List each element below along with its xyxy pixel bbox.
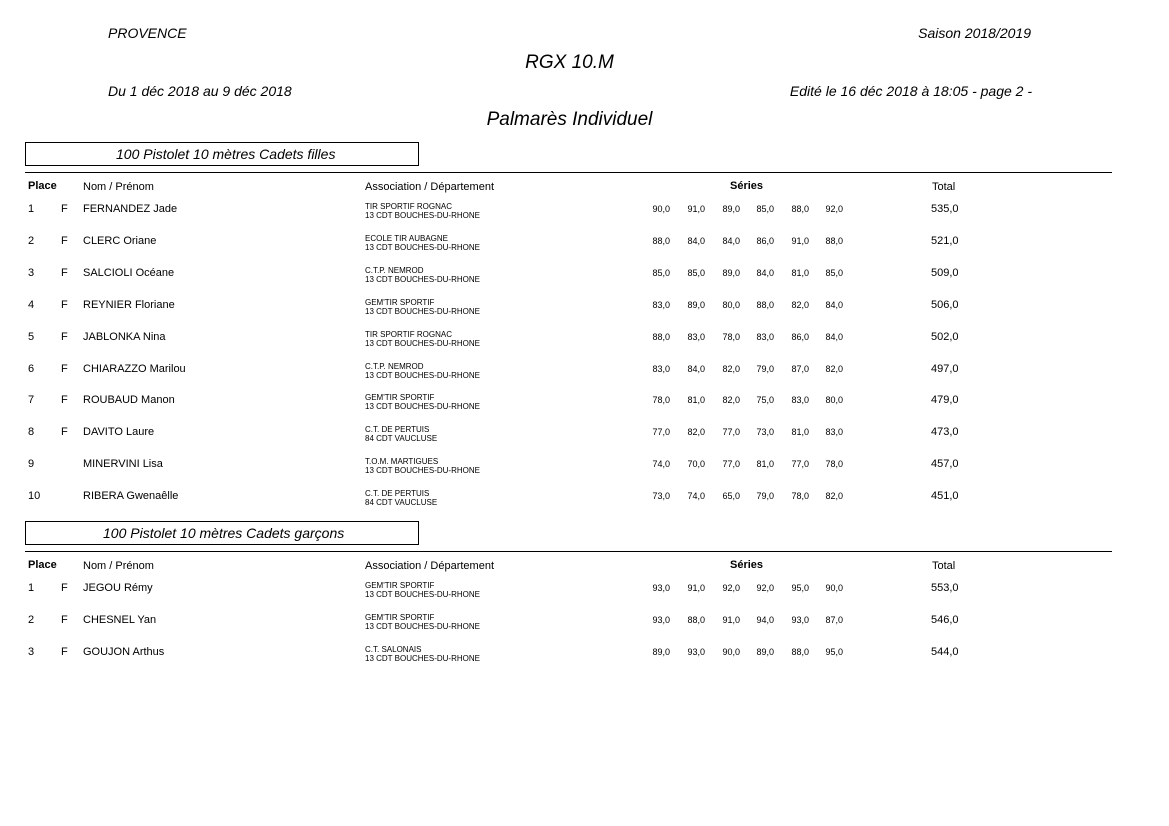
col-association: Association / Département [365, 181, 495, 193]
serie-score: 83,0 [791, 395, 809, 406]
serie-score: 91,0 [722, 614, 740, 625]
place-cell: 2 [28, 613, 35, 626]
serie-score: 81,0 [687, 395, 705, 406]
name-cell: JEGOU Rémy [83, 582, 153, 594]
serie-score: 85,0 [756, 204, 774, 214]
serie-score: 83,0 [756, 331, 774, 342]
serie-score: 73,0 [652, 491, 670, 502]
association-name: C.T.P. NEMROD [365, 265, 424, 275]
table-row [0, 362, 1169, 394]
association-name: C.T. DE PERTUIS [365, 489, 430, 499]
col-series: Séries [730, 559, 764, 571]
serie-score: 89,0 [652, 646, 670, 657]
serie-score: 88,0 [825, 235, 843, 246]
serie-score: 92,0 [722, 583, 740, 593]
serie-score: 83,0 [652, 363, 670, 374]
place-cell: 6 [28, 362, 35, 375]
serie-score: 93,0 [687, 646, 705, 657]
serie-score: 88,0 [791, 204, 809, 214]
serie-score: 88,0 [687, 614, 705, 625]
serie-score: 85,0 [687, 267, 705, 278]
place-cell: 5 [28, 330, 35, 343]
association-cell [365, 266, 480, 284]
sex-cell: F [61, 613, 68, 626]
association-cell [365, 393, 480, 411]
sex-cell: F [61, 234, 68, 247]
col-total: Total [932, 560, 956, 572]
serie-score: 84,0 [687, 235, 705, 246]
department-name: 13 CDT BOUCHES-DU-RHONE [365, 211, 480, 220]
col-place: Place [28, 559, 57, 571]
total-cell: 546,0 [931, 613, 959, 626]
serie-score: 89,0 [687, 299, 705, 310]
association-name: T.O.M. MARTIGUES [365, 457, 439, 467]
serie-score: 77,0 [791, 459, 809, 470]
department-name: 13 CDT BOUCHES-DU-RHONE [365, 590, 480, 599]
sex-cell: F [61, 298, 68, 311]
serie-score: 92,0 [825, 204, 843, 214]
serie-score: 91,0 [687, 583, 705, 593]
place-cell: 8 [28, 426, 35, 439]
association-name: GEM'TIR SPORTIF [365, 612, 435, 622]
association-cell [365, 613, 480, 631]
table-row [0, 457, 1169, 489]
serie-score: 81,0 [791, 427, 809, 438]
sex-cell: F [61, 582, 68, 594]
season-label: Saison 2018/2019 [918, 25, 1031, 41]
serie-score: 78,0 [791, 491, 809, 502]
col-association: Association / Département [365, 560, 495, 572]
association-cell [365, 234, 480, 252]
serie-score: 74,0 [687, 491, 705, 502]
period-label: Du 1 déc 2018 au 9 déc 2018 [108, 83, 292, 99]
serie-score: 84,0 [825, 331, 843, 342]
serie-score: 94,0 [756, 614, 774, 625]
name-cell: ROUBAUD Manon [83, 394, 175, 407]
table-row [0, 613, 1169, 645]
serie-score: 93,0 [652, 614, 670, 625]
total-cell: 535,0 [931, 203, 959, 215]
total-cell: 509,0 [931, 266, 959, 279]
department-name: 13 CDT BOUCHES-DU-RHONE [365, 274, 480, 284]
serie-score: 87,0 [791, 363, 809, 374]
table-row [0, 202, 1169, 234]
name-cell: SALCIOLI Océane [83, 266, 175, 279]
place-cell: 10 [28, 490, 41, 503]
serie-score: 85,0 [652, 267, 670, 278]
sex-cell: F [61, 362, 68, 375]
section-title: 100 Pistolet 10 mètres Cadets filles [116, 146, 336, 162]
name-cell: DAVITO Laure [83, 426, 155, 439]
association-name: C.T. SALONAIS [365, 644, 422, 654]
serie-score: 92,0 [756, 583, 774, 593]
name-cell: CLERC Oriane [83, 234, 157, 247]
association-name: TIR SPORTIF ROGNAC [365, 202, 452, 211]
name-cell: JABLONKA Nina [83, 330, 166, 343]
serie-score: 82,0 [722, 395, 740, 406]
edited-label: Edité le 16 déc 2018 à 18:05 - page 2 - [789, 83, 1032, 99]
section-divider [25, 172, 1112, 173]
total-cell: 502,0 [931, 330, 959, 343]
col-place: Place [28, 180, 57, 192]
association-cell [365, 457, 480, 475]
serie-score: 93,0 [791, 614, 809, 625]
association-cell [365, 425, 437, 443]
department-name: 13 CDT BOUCHES-DU-RHONE [365, 370, 480, 380]
serie-score: 80,0 [825, 395, 843, 406]
serie-score: 77,0 [722, 427, 740, 438]
association-name: TIR SPORTIF ROGNAC [365, 329, 452, 339]
sex-cell: F [61, 203, 68, 215]
association-cell [365, 330, 480, 348]
department-name: 13 CDT BOUCHES-DU-RHONE [365, 653, 480, 663]
serie-score: 91,0 [687, 204, 705, 214]
total-cell: 497,0 [931, 362, 959, 375]
place-cell: 3 [28, 645, 35, 658]
department-name: 84 CDT VAUCLUSE [365, 434, 438, 444]
place-cell: 4 [28, 298, 35, 311]
place-cell: 3 [28, 266, 35, 279]
sex-cell: F [61, 394, 68, 407]
serie-score: 88,0 [756, 299, 774, 310]
serie-score: 74,0 [652, 459, 670, 470]
page-title: Palmarès Individuel [486, 109, 653, 130]
table-row [0, 489, 1169, 521]
serie-score: 65,0 [722, 491, 740, 502]
section-title-box [25, 521, 419, 545]
total-cell: 451,0 [931, 490, 959, 503]
serie-score: 95,0 [825, 646, 843, 657]
section-title: 100 Pistolet 10 mètres Cadets garçons [103, 525, 345, 541]
serie-score: 87,0 [825, 614, 843, 625]
table-row [0, 234, 1169, 266]
col-series: Séries [730, 180, 764, 192]
serie-score: 84,0 [756, 267, 774, 278]
section-divider [25, 551, 1112, 552]
region-label: PROVENCE [108, 25, 187, 41]
name-cell: RIBERA Gwenaêlle [83, 490, 179, 503]
serie-score: 89,0 [722, 204, 740, 214]
total-cell: 479,0 [931, 394, 959, 407]
association-name: ECOLE TIR AUBAGNE [365, 233, 448, 243]
serie-score: 80,0 [722, 299, 740, 310]
department-name: 13 CDT BOUCHES-DU-RHONE [365, 338, 480, 348]
table-row [0, 425, 1169, 457]
association-name: C.T. DE PERTUIS [365, 425, 430, 435]
sex-cell: F [61, 645, 68, 658]
department-name: 13 CDT BOUCHES-DU-RHONE [365, 466, 480, 476]
total-cell: 506,0 [931, 298, 959, 311]
serie-score: 86,0 [791, 331, 809, 342]
serie-score: 70,0 [687, 459, 705, 470]
association-name: GEM'TIR SPORTIF [365, 297, 435, 307]
serie-score: 84,0 [825, 299, 843, 310]
total-cell: 521,0 [931, 234, 959, 247]
serie-score: 82,0 [791, 299, 809, 310]
association-cell [365, 202, 480, 220]
association-name: GEM'TIR SPORTIF [365, 393, 435, 403]
name-cell: CHESNEL Yan [83, 613, 157, 626]
col-name: Nom / Prénom [83, 560, 154, 572]
sex-cell: F [61, 426, 68, 439]
association-cell [365, 581, 480, 599]
table-row [0, 645, 1169, 677]
place-cell: 1 [28, 582, 35, 594]
serie-score: 82,0 [722, 363, 740, 374]
association-cell [365, 489, 437, 507]
table-row [0, 298, 1169, 330]
sex-cell: F [61, 266, 68, 279]
department-name: 13 CDT BOUCHES-DU-RHONE [365, 402, 480, 412]
col-name: Nom / Prénom [83, 181, 154, 193]
serie-score: 90,0 [825, 583, 843, 593]
table-row [0, 581, 1169, 613]
serie-score: 83,0 [652, 299, 670, 310]
serie-score: 82,0 [825, 363, 843, 374]
serie-score: 86,0 [756, 235, 774, 246]
name-cell: GOUJON Arthus [83, 645, 165, 658]
serie-score: 88,0 [652, 235, 670, 246]
serie-score: 93,0 [652, 583, 670, 593]
serie-score: 82,0 [825, 491, 843, 502]
association-cell [365, 298, 480, 316]
competition-code: RGX 10.M [525, 52, 614, 73]
serie-score: 90,0 [652, 204, 670, 214]
place-cell: 9 [28, 458, 35, 471]
serie-score: 85,0 [825, 267, 843, 278]
name-cell: FERNANDEZ Jade [83, 203, 178, 215]
serie-score: 89,0 [722, 267, 740, 278]
sex-cell: F [61, 330, 68, 343]
serie-score: 88,0 [791, 646, 809, 657]
total-cell: 553,0 [931, 582, 959, 594]
serie-score: 83,0 [825, 427, 843, 438]
serie-score: 90,0 [722, 646, 740, 657]
name-cell: REYNIER Floriane [83, 298, 175, 311]
name-cell: MINERVINI Lisa [83, 458, 163, 471]
association-cell [365, 645, 480, 663]
total-cell: 473,0 [931, 426, 959, 439]
serie-score: 81,0 [791, 267, 809, 278]
serie-score: 91,0 [791, 235, 809, 246]
section-title-box [25, 142, 419, 166]
place-cell: 2 [28, 234, 35, 247]
serie-score: 79,0 [756, 363, 774, 374]
col-total: Total [932, 181, 956, 193]
association-cell [365, 362, 480, 380]
serie-score: 73,0 [756, 427, 774, 438]
serie-score: 78,0 [652, 395, 670, 406]
serie-score: 75,0 [756, 395, 774, 406]
name-cell: CHIARAZZO Marilou [83, 362, 186, 375]
department-name: 84 CDT VAUCLUSE [365, 498, 438, 508]
department-name: 13 CDT BOUCHES-DU-RHONE [365, 621, 480, 631]
association-name: C.T.P. NEMROD [365, 361, 424, 371]
serie-score: 77,0 [652, 427, 670, 438]
table-row [0, 393, 1169, 425]
total-cell: 457,0 [931, 458, 959, 471]
table-row [0, 266, 1169, 298]
table-row [0, 330, 1169, 362]
serie-score: 82,0 [687, 427, 705, 438]
serie-score: 89,0 [756, 646, 774, 657]
serie-score: 83,0 [687, 331, 705, 342]
serie-score: 95,0 [791, 583, 809, 593]
total-cell: 544,0 [931, 645, 959, 658]
serie-score: 77,0 [722, 459, 740, 470]
serie-score: 78,0 [825, 459, 843, 470]
association-name: GEM'TIR SPORTIF [365, 581, 435, 590]
serie-score: 88,0 [652, 331, 670, 342]
serie-score: 84,0 [687, 363, 705, 374]
serie-score: 78,0 [722, 331, 740, 342]
place-cell: 1 [28, 203, 35, 215]
serie-score: 84,0 [722, 235, 740, 246]
serie-score: 79,0 [756, 491, 774, 502]
serie-score: 81,0 [756, 459, 774, 470]
place-cell: 7 [28, 394, 35, 407]
department-name: 13 CDT BOUCHES-DU-RHONE [365, 242, 480, 252]
department-name: 13 CDT BOUCHES-DU-RHONE [365, 306, 480, 316]
